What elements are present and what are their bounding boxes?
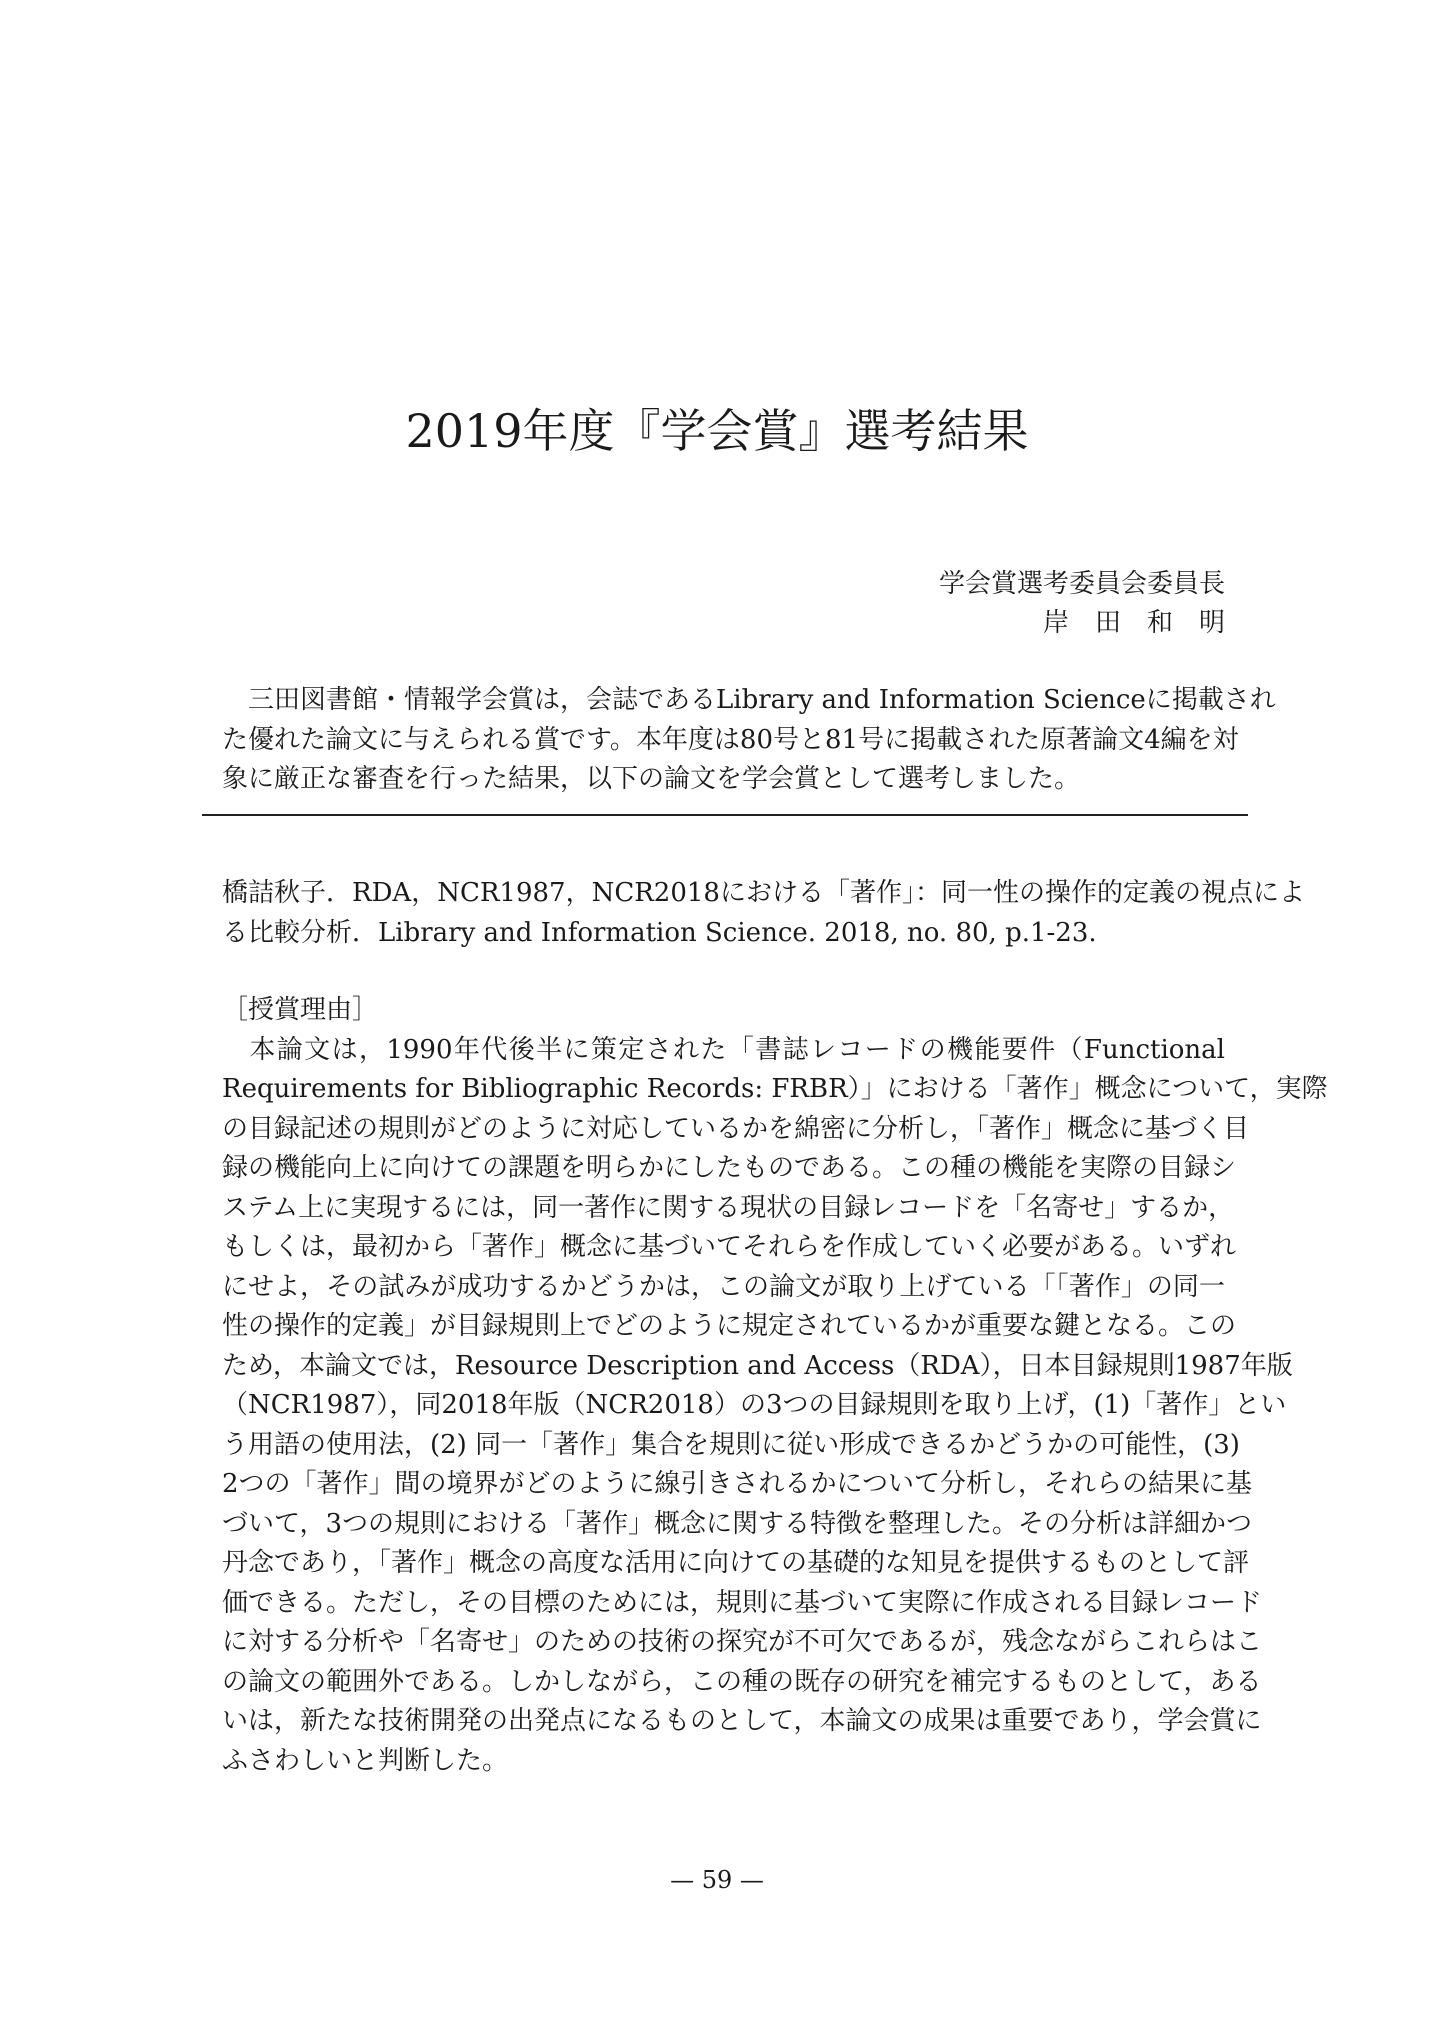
reason-body <box>222 1031 1328 1782</box>
divider <box>202 814 1248 816</box>
reason-line: の目録記述の規則がどのように対応しているかを綿密に分析し，「著作」概念に基づく目 <box>222 1113 1250 1144</box>
reason-line: 丹念であり，「著作」概念の高度な活用に向けての基礎的な知見を提供するものとして評 <box>222 1548 1250 1578</box>
reason-line: Requirements for Bibliographic Records: FRBR）」における「著作」概念について，実際 <box>222 1074 1328 1104</box>
reason-line: にせよ，その試みが成功するかどうかは，この論文が取り上げている「「著作」の同一 <box>222 1271 1225 1302</box>
intro-line: 象に厳正な審査を行った結果，以下の論文を学会賞として選考しました。 <box>222 764 1081 794</box>
author-name: 岸田和明 <box>1042 608 1251 638</box>
award-reason <box>222 991 1328 1781</box>
reason-line: ステム上に実現するには，同一著作に関する現状の目録レコードを「名寄せ」するか， <box>222 1192 1235 1223</box>
author-role: 学会賞選考委員会委員長 <box>938 569 1225 599</box>
reason-line: （NCR1987），同2018年版（NCR2018）の3つの目録規則を取り上げ，(1)「著作」とい <box>222 1390 1287 1420</box>
reason-line: 録の機能向上に向けての課題を明らかにしたものである。この種の機能を実際の目録シ <box>222 1153 1237 1183</box>
reason-line: づいて，3つの規則における「著作」概念に関する特徴を整理した。その分析は詳細かつ <box>222 1508 1253 1539</box>
reason-line: 性の操作的定義」が目録規則上でどのように規定されているかが重要な鍵となる。この <box>222 1311 1237 1341</box>
reason-line: に対する分析や「名寄せ」のための技術の探究が不可欠であるが，残念ながらこれらはこ <box>222 1627 1263 1657</box>
reason-line: ため，本論文では，Resource Description and Access（RDA），日本目録規則1987年版 <box>222 1350 1293 1381</box>
author-block <box>938 565 1251 643</box>
award-citation <box>222 874 1305 953</box>
reason-line: いは，新たな技術開発の出発点になるものとして，本論文の成果は重要であり，学会賞に <box>222 1706 1262 1736</box>
reason-line: もしくは，最初から「著作」概念に基づいてそれらを作成していく必要がある。いずれ <box>222 1232 1237 1262</box>
citation-line: る比較分析．Library and Information Science. 2018, no. 80, p.1-23. <box>222 917 1097 948</box>
reason-heading: ［授賞理由］ <box>222 995 379 1025</box>
reason-line: 価できる。ただし，その目標のためには，規則に基づいて実際に作成される目録レコード <box>222 1587 1263 1618</box>
reason-line: 2つの「著作」間の境界がどのように線引きされるかについて分析し，それらの結果に基 <box>222 1469 1253 1499</box>
reason-line: 本論文は，1990年代後半に策定された「書誌レコードの機能要件（Functional <box>222 1034 1225 1065</box>
citation-line: 橋詰秋子．RDA，NCR1987，NCR2018における「著作」：同一性の操作的定義の視点によ <box>222 878 1305 908</box>
page-title: 2019年度『学会賞』選考結果 <box>405 404 1029 458</box>
intro-paragraph <box>222 681 1276 800</box>
reason-line: の論文の範囲外である。しかしながら，この種の既存の研究を補完するものとして，ある <box>222 1666 1262 1697</box>
intro-line: た優れた論文に与えられる賞です。本年度は80号と81号に掲載された原著論文4編を対 <box>222 724 1239 755</box>
page-number: — 59 — <box>670 1866 764 1894</box>
reason-line: ふさわしいと判断した。 <box>222 1745 509 1776</box>
intro-line: 三田図書館・情報学会賞は，会誌であるLibrary and Information Scienceに掲載され <box>222 685 1276 715</box>
reason-line: う用語の使用法，(2) 同一「著作」集合を規則に従い形成できるかどうかの可能性，(3) <box>222 1429 1240 1460</box>
